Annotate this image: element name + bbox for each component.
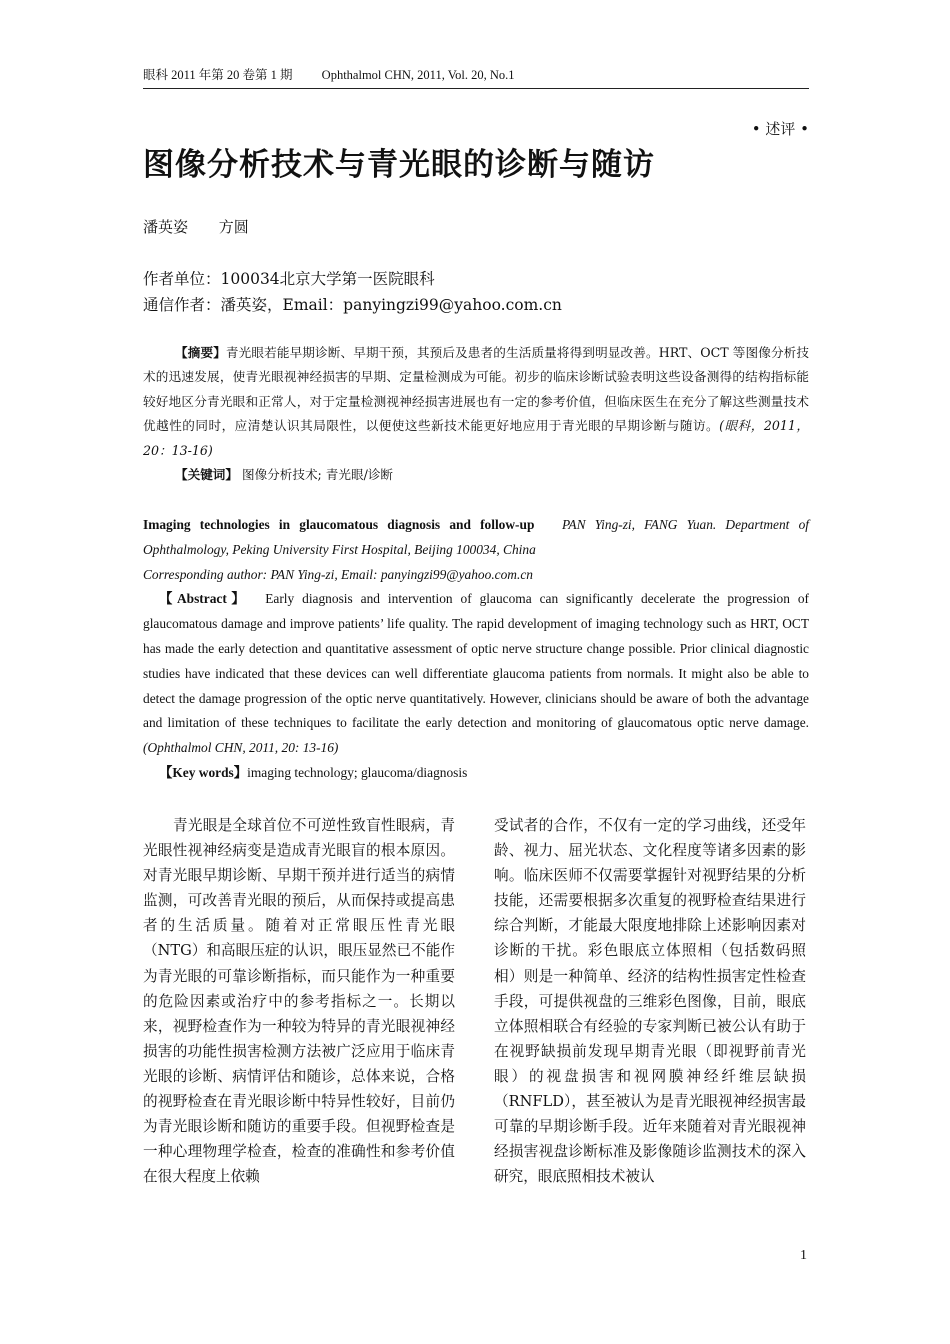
running-header xyxy=(143,66,809,89)
author-name: 方圆 xyxy=(218,218,249,236)
keywords-cn xyxy=(143,463,809,487)
article-title: 图像分析技术与青光眼的诊断与随访 xyxy=(143,147,655,183)
body-paragraph: 青光眼是全球首位不可逆性致盲性眼病，青光眼性视神经病变是造成青光眼盲的根本原因。对青光眼早期诊断、早期干预并进行适当的病情监测，可改善青光眼的预后，从而保持或提高患者的生活质量。随着对正常眼压性青光眼（NTG）和高眼压症的认识，眼压显然已不能作为青光眼的可靠诊断指标，而只能作为一种重要的危险因素或治疗中的参考指标之一。长期以来，视野检查作为一种较为特异的青光眼视神经损害的功能性损害检测方法被广泛应用于临床青光眼的诊断、病情评估和随诊，总体来说，合格的视野检查在青光眼诊断中特异性较好，目前仍为青光眼诊断和随访的重要手段。但视野检查是一种心理物理学检查，检查的准确性和参考价值在很大程度上依赖 xyxy=(143,817,455,1186)
english-abstract-paragraph xyxy=(143,587,809,761)
english-keywords-text: imaging technology; glaucoma/diagnosis xyxy=(247,764,468,780)
section-tag: • 述评 • xyxy=(751,120,809,138)
english-citation: (Ophthalmol CHN, 2011, 20: 13-16) xyxy=(143,740,339,756)
english-keywords xyxy=(143,761,809,786)
body-column-right xyxy=(494,813,806,1189)
corresponding-author: 通信作者：潘英姿，Email：panyingzi99@yahoo.com.cn xyxy=(143,296,562,314)
abstract-cn-citation: (眼科，2011，20：13-16) xyxy=(143,418,809,458)
body-paragraph: 受试者的合作，不仅有一定的学习曲线，还受年龄、视力、屈光状态、文化程度等诸多因素的影响。临床医师不仅需要掌握针对视野结果的分析技能，还需要根据多次重复的视野检查结果进行综合判断，才能最大限度地排除上述影响因素对诊断的干扰。彩色眼底立体照相（包括数码照相）则是一种简单、经济的结构性损害定性检查手段，可提供视盘的三维彩色图像，目前，眼底立体照相联合有经验的专家判断已被公认有助于在视野缺损前发现早期青光眼（即视野前青光眼）的视盘损害和视网膜神经纤维层缺损（RNFLD），甚至被认为是青光眼视神经损害最可靠的早期诊断手段。近年来随着对青光眼视神经损害视盘诊断标准及影像随诊监测技术的深入研究，眼底照相技术被认 xyxy=(494,817,806,1186)
abstract-cn-label: 【摘要】 xyxy=(175,345,226,360)
page-number: 1 xyxy=(800,1248,807,1263)
journal-cn: 眼科 2011 年第 20 卷第 1 期 xyxy=(143,68,293,82)
english-abstract-text: Early diagnosis and intervention of glaucoma can significantly decelerate the progression of glaucomatous damage and improve patients’ life quality. The rapid development of imaging technology such as HRT, OCT has made the early detection and quantitative assessment of optic nerve structure change possible. Prior clinical diagnostic studies have indicated that these devices can well differentiate glaucoma patients from normals. It might also be able to detect the damage progression of the optic nerve quantitatively. However, clinicians should be aware of both the advantage and limitation of these techniques to facilitate the early detection and monitoring of glaucomatous optic nerve damage. xyxy=(143,591,809,731)
abstract-cn-paragraph xyxy=(143,341,809,463)
journal-en: Ophthalmol CHN, 2011, Vol. 20, No.1 xyxy=(321,68,515,82)
english-title-line xyxy=(143,513,809,563)
author-list xyxy=(143,216,249,237)
english-authors: PAN Ying-zi, FANG Yuan. Department of Ophthalmology, Peking University First Hospital, Beijing 100034, China xyxy=(143,517,809,557)
keywords-cn-text: 图像分析技术; 青光眼/诊断 xyxy=(241,467,394,483)
abstract-cn-text: 青光眼若能早期诊断、早期干预，其预后及患者的生活质量将得到明显改善。HRT、OCT 等图像分析技术的迅速发展，使青光眼视神经损害的早期、定量检测成为可能。初步的临床诊断试验表明这些设备测得的结构指标能较好地区分青光眼和正常人，对于定量检测视神经损害进展也有一定的参考价值，但临床医生在充分了解这些测量技术优越性的同时，应清楚认识其局限性，以便使这些新技术能更好地应用于青光眼的早期诊断与随访。 xyxy=(143,345,809,434)
english-title: Imaging technologies in glaucomatous diagnosis and follow-up xyxy=(143,517,535,532)
english-corresponding: Corresponding author: PAN Ying-zi, Email: panyingzi99@yahoo.com.cn xyxy=(143,566,533,582)
abstract-cn xyxy=(143,341,809,487)
author-name: 潘英姿 xyxy=(143,218,189,236)
body-column-left xyxy=(143,813,455,1189)
author-unit: 作者单位：100034北京大学第一医院眼科 xyxy=(143,270,435,288)
affiliation-block xyxy=(143,266,562,318)
english-abstract-label: 【Abstract】 xyxy=(159,591,250,607)
abstract-en xyxy=(143,513,809,786)
english-keywords-label: 【Key words】 xyxy=(159,764,248,780)
keywords-cn-label: 【关键词】 xyxy=(175,467,238,483)
